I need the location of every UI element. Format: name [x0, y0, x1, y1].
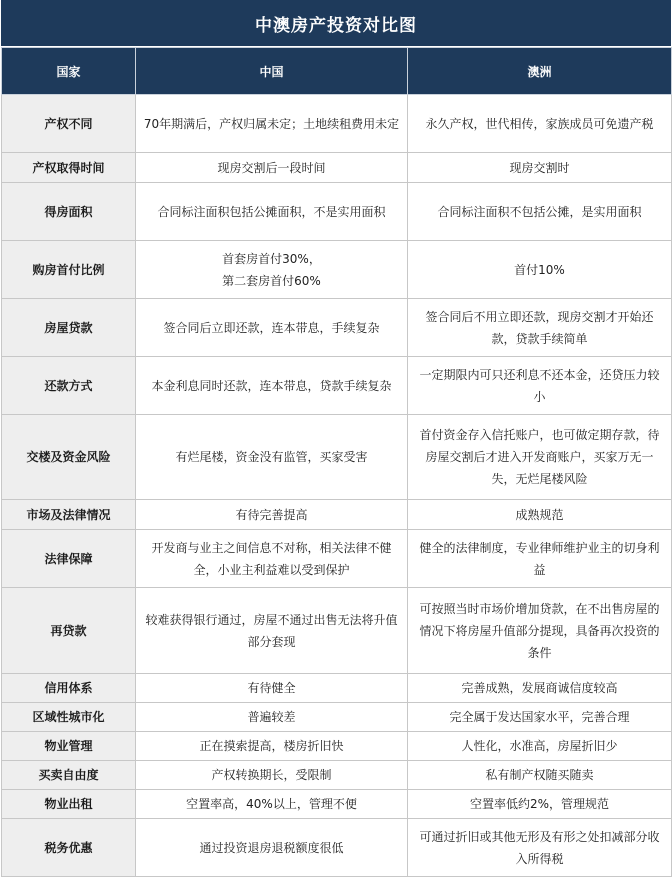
china-cell: 普遍较差	[136, 703, 408, 732]
table-row	[2, 415, 672, 500]
header-australia: 澳洲	[408, 48, 672, 95]
australia-cell: 健全的法律制度，专业律师维护业主的切身利益	[408, 530, 672, 588]
australia-cell: 永久产权，世代相传，家族成员可免遗产税	[408, 95, 672, 153]
row-label: 还款方式	[2, 357, 136, 415]
table-header-row	[2, 48, 672, 95]
table-row	[2, 761, 672, 790]
australia-cell: 现房交割时	[408, 153, 672, 183]
row-label: 税务优惠	[2, 819, 136, 877]
china-cell: 正在摸索提高，楼房折旧快	[136, 732, 408, 761]
australia-cell: 成熟规范	[408, 500, 672, 530]
china-cell: 较难获得银行通过，房屋不通过出售无法将升值部分套现	[136, 588, 408, 674]
australia-cell: 私有制产权随买随卖	[408, 761, 672, 790]
row-label: 买卖自由度	[2, 761, 136, 790]
row-label: 区域性城市化	[2, 703, 136, 732]
table-row	[2, 241, 672, 299]
row-label: 产权取得时间	[2, 153, 136, 183]
table-row	[2, 703, 672, 732]
china-cell: 70年期满后，产权归属未定；土地续租费用未定	[136, 95, 408, 153]
row-label: 房屋贷款	[2, 299, 136, 357]
table-row	[2, 674, 672, 703]
australia-cell: 可按照当时市场价增加贷款，在不出售房屋的情况下将房屋升值部分提现，具备再次投资的条件	[408, 588, 672, 674]
row-label: 得房面积	[2, 183, 136, 241]
row-label: 物业出租	[2, 790, 136, 819]
page-title: 中澳房产投资对比图	[1, 0, 671, 47]
table-row	[2, 732, 672, 761]
row-label: 物业管理	[2, 732, 136, 761]
china-cell: 产权转换期长，受限制	[136, 761, 408, 790]
china-cell: 通过投资退房退税额度很低	[136, 819, 408, 877]
australia-cell: 完善成熟，发展商诚信度较高	[408, 674, 672, 703]
china-cell: 有待完善提高	[136, 500, 408, 530]
china-cell: 开发商与业主之间信息不对称，相关法律不健全，小业主利益难以受到保护	[136, 530, 408, 588]
australia-cell: 完全属于发达国家水平，完善合理	[408, 703, 672, 732]
australia-cell: 首付资金存入信托账户，也可做定期存款，待房屋交割后才进入开发商账户，买家万无一失，无烂尾楼风险	[408, 415, 672, 500]
china-cell: 签合同后立即还款，连本带息，手续复杂	[136, 299, 408, 357]
row-label: 产权不同	[2, 95, 136, 153]
china-cell: 有待健全	[136, 674, 408, 703]
china-cell: 首套房首付30%， 第二套房首付60%	[136, 241, 408, 299]
table-row	[2, 95, 672, 153]
australia-cell: 人性化，水准高，房屋折旧少	[408, 732, 672, 761]
row-label: 信用体系	[2, 674, 136, 703]
australia-cell: 空置率低约2%，管理规范	[408, 790, 672, 819]
row-label: 法律保障	[2, 530, 136, 588]
table-row	[2, 790, 672, 819]
header-china: 中国	[136, 48, 408, 95]
table-row	[2, 530, 672, 588]
comparison-table	[1, 47, 672, 877]
comparison-sheet	[1, 0, 671, 877]
china-cell: 本金利息同时还款，连本带息，贷款手续复杂	[136, 357, 408, 415]
row-label: 再贷款	[2, 588, 136, 674]
table-row	[2, 299, 672, 357]
header-country: 国家	[2, 48, 136, 95]
china-cell: 空置率高，40%以上，管理不便	[136, 790, 408, 819]
china-cell: 有烂尾楼，资金没有监管，买家受害	[136, 415, 408, 500]
table-row	[2, 357, 672, 415]
australia-cell: 首付10%	[408, 241, 672, 299]
row-label: 购房首付比例	[2, 241, 136, 299]
table-row	[2, 819, 672, 877]
table-row	[2, 153, 672, 183]
table-row	[2, 500, 672, 530]
table-row	[2, 588, 672, 674]
table-row	[2, 183, 672, 241]
australia-cell: 一定期限内可只还利息不还本金，还贷压力较小	[408, 357, 672, 415]
australia-cell: 合同标注面积不包括公摊，是实用面积	[408, 183, 672, 241]
china-cell: 合同标注面积包括公摊面积，不是实用面积	[136, 183, 408, 241]
australia-cell: 可通过折旧或其他无形及有形之处扣减部分收入所得税	[408, 819, 672, 877]
china-cell: 现房交割后一段时间	[136, 153, 408, 183]
row-label: 交楼及资金风险	[2, 415, 136, 500]
australia-cell: 签合同后不用立即还款，现房交割才开始还款，贷款手续简单	[408, 299, 672, 357]
row-label: 市场及法律情况	[2, 500, 136, 530]
